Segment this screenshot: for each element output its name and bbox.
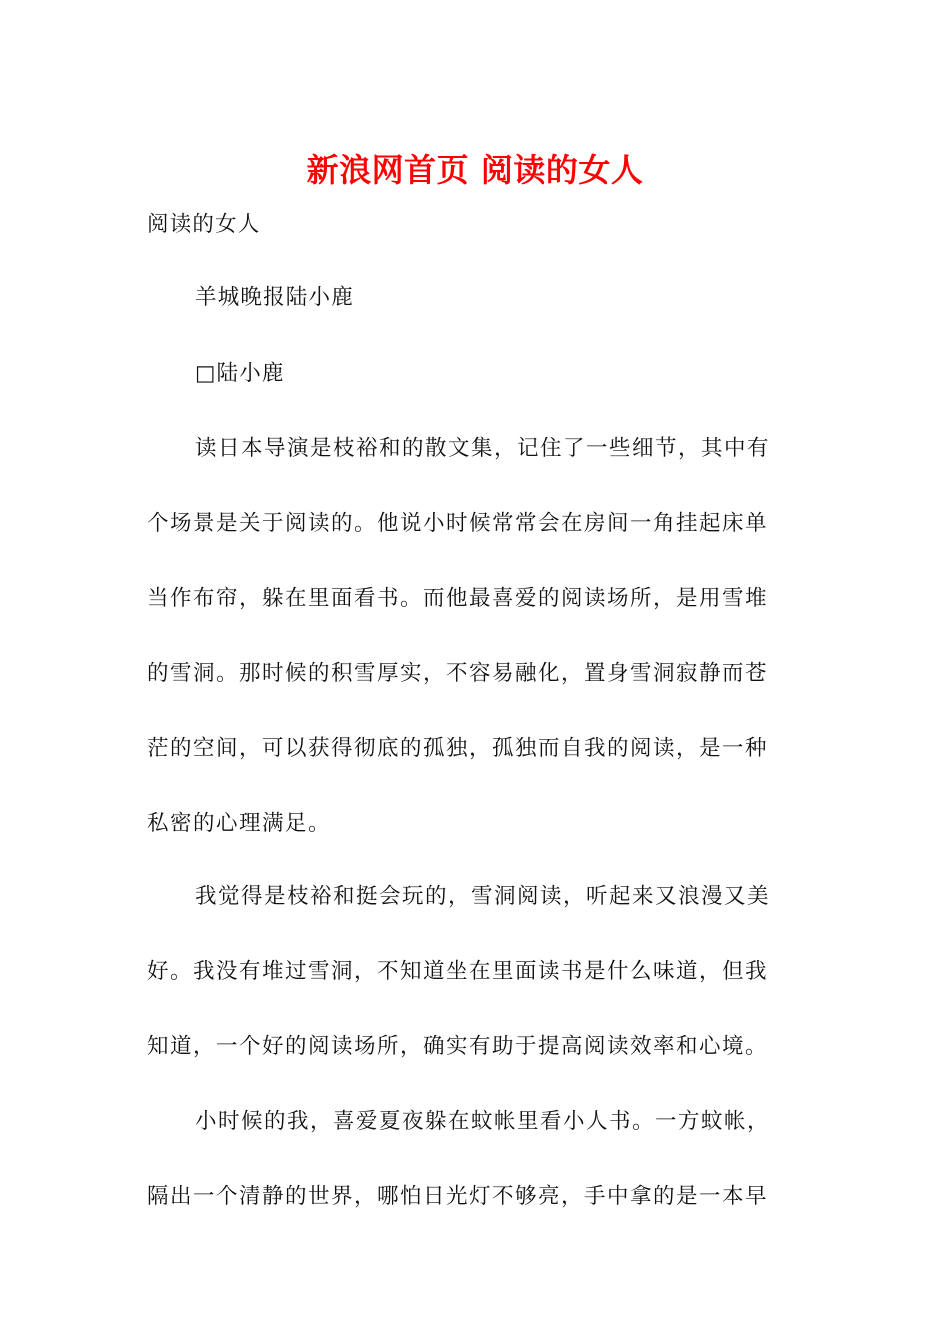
paragraph-line: 私密的心理满足。 <box>147 811 332 836</box>
paragraph-line: 读日本导演是枝裕和的散文集，记住了一些细节，其中有 <box>195 436 771 461</box>
paragraph-line: 小时候的我，喜爱夏夜躲在蚊帐里看小人书。一方蚊帐， <box>195 1109 771 1134</box>
paragraph-line: 当作布帘，躲在里面看书。而他最喜爱的阅读场所，是用雪堆 <box>147 586 769 611</box>
paragraph-line: 知道，一个好的阅读场所，确实有助于提高阅读效率和心境。 <box>147 1034 769 1059</box>
paragraph-line: 好。我没有堆过雪洞，不知道坐在里面读书是什么味道，但我 <box>147 959 769 984</box>
paragraph-line: 茫的空间，可以获得彻底的孤独，孤独而自我的阅读，是一种 <box>147 736 769 761</box>
paragraph-line: 我觉得是枝裕和挺会玩的，雪洞阅读，听起来又浪漫又美 <box>195 884 771 909</box>
byline-source: 羊城晚报陆小鹿 <box>195 285 354 310</box>
paragraph-line: 个场景是关于阅读的。他说小时候常常会在房间一角挂起床单 <box>147 511 769 536</box>
heading-line: 阅读的女人 <box>147 212 261 237</box>
byline-author: □陆小鹿 <box>195 361 285 386</box>
paragraph-line: 隔出一个清静的世界，哪怕日光灯不够亮，手中拿的是一本早 <box>147 1184 769 1209</box>
paragraph-line: 的雪洞。那时候的积雪厚实，不容易融化，置身雪洞寂静而苍 <box>147 661 769 686</box>
document-title: 新浪网首页 阅读的女人 <box>306 151 644 189</box>
